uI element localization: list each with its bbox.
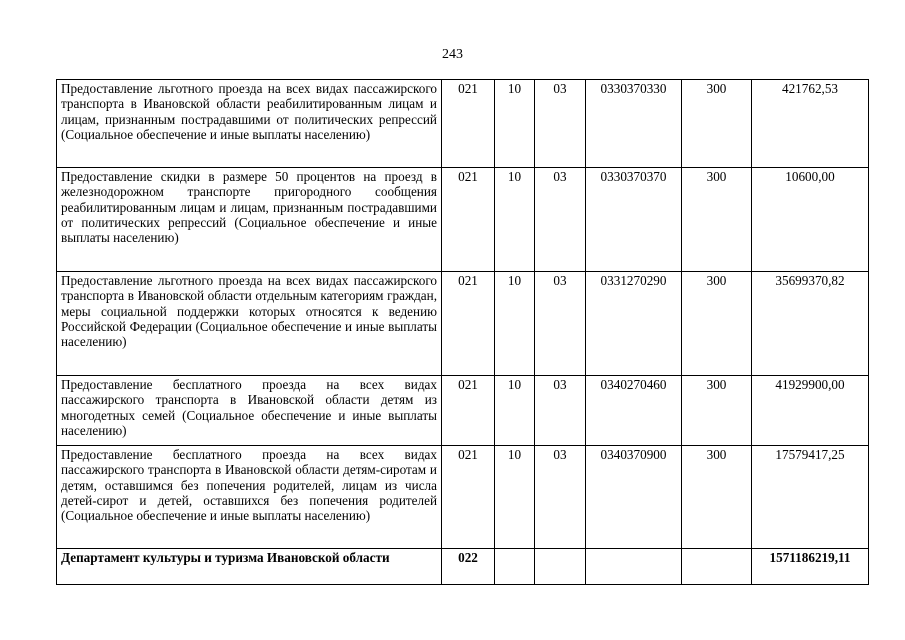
grbs-code: 021 xyxy=(442,446,495,549)
section-code: 10 xyxy=(495,80,535,168)
section-code xyxy=(495,549,535,585)
target-article-code: 0331270290 xyxy=(586,272,682,376)
amount-value: 1571186219,11 xyxy=(752,549,869,585)
expense-type-code: 300 xyxy=(682,168,752,272)
grbs-code: 021 xyxy=(442,376,495,446)
section-code: 10 xyxy=(495,376,535,446)
subsection-code: 03 xyxy=(535,272,586,376)
department-total-row xyxy=(57,549,869,585)
table-row xyxy=(57,272,869,376)
grbs-code: 021 xyxy=(442,168,495,272)
expense-type-code: 300 xyxy=(682,446,752,549)
subsection-code: 03 xyxy=(535,376,586,446)
amount-value: 10600,00 xyxy=(752,168,869,272)
expense-type-code: 300 xyxy=(682,80,752,168)
table-row xyxy=(57,80,869,168)
amount-value: 17579417,25 xyxy=(752,446,869,549)
department-name: Департамент культуры и туризма Ивановской области xyxy=(57,549,442,585)
target-article-code xyxy=(586,549,682,585)
row-description: Предоставление бесплатного проезда на всех видах пассажирского транспорта в Ивановской области детям-сиротам и детям, оставшимся без попечения родителей, лицам из числа детей-сирот и детей, оставшихся без попечения родителей (Социальное обеспечение и иные выплаты населению) xyxy=(57,446,442,549)
section-code: 10 xyxy=(495,272,535,376)
table-row xyxy=(57,446,869,549)
grbs-code: 022 xyxy=(442,549,495,585)
target-article-code: 0330370370 xyxy=(586,168,682,272)
subsection-code xyxy=(535,549,586,585)
subsection-code: 03 xyxy=(535,80,586,168)
table-row xyxy=(57,168,869,272)
amount-value: 421762,53 xyxy=(752,80,869,168)
row-description: Предоставление скидки в размере 50 процентов на проезд в железнодорожном транспорте пригородного сообщения реабилитированным лицам и лицам, признанным пострадавшими от политических репрессий (Социальное обеспечение и иные выплаты населению) xyxy=(57,168,442,272)
expense-type-code: 300 xyxy=(682,272,752,376)
amount-value: 35699370,82 xyxy=(752,272,869,376)
row-description: Предоставление льготного проезда на всех видах пассажирского транспорта в Ивановской области отдельным категориям граждан, меры социальной поддержки которых относятся к ведению Российской Федерации (Социальное обеспечение и иные выплаты населению) xyxy=(57,272,442,376)
expense-type-code xyxy=(682,549,752,585)
expense-type-code: 300 xyxy=(682,376,752,446)
page-number: 243 xyxy=(442,47,463,62)
section-code: 10 xyxy=(495,168,535,272)
section-code: 10 xyxy=(495,446,535,549)
row-description: Предоставление бесплатного проезда на всех видах пассажирского транспорта в Ивановской области детям из многодетных семей (Социальное обеспечение и иные выплаты населению) xyxy=(57,376,442,446)
budget-table xyxy=(56,79,869,585)
row-description: Предоставление льготного проезда на всех видах пассажирского транспорта в Ивановской области реабилитированным лицам и лицам, признанным пострадавшими от политических репрессий (Социальное обеспечение и иные выплаты населению) xyxy=(57,80,442,168)
table-row xyxy=(57,376,869,446)
grbs-code: 021 xyxy=(442,80,495,168)
subsection-code: 03 xyxy=(535,446,586,549)
subsection-code: 03 xyxy=(535,168,586,272)
target-article-code: 0340370900 xyxy=(586,446,682,549)
amount-value: 41929900,00 xyxy=(752,376,869,446)
target-article-code: 0330370330 xyxy=(586,80,682,168)
target-article-code: 0340270460 xyxy=(586,376,682,446)
grbs-code: 021 xyxy=(442,272,495,376)
